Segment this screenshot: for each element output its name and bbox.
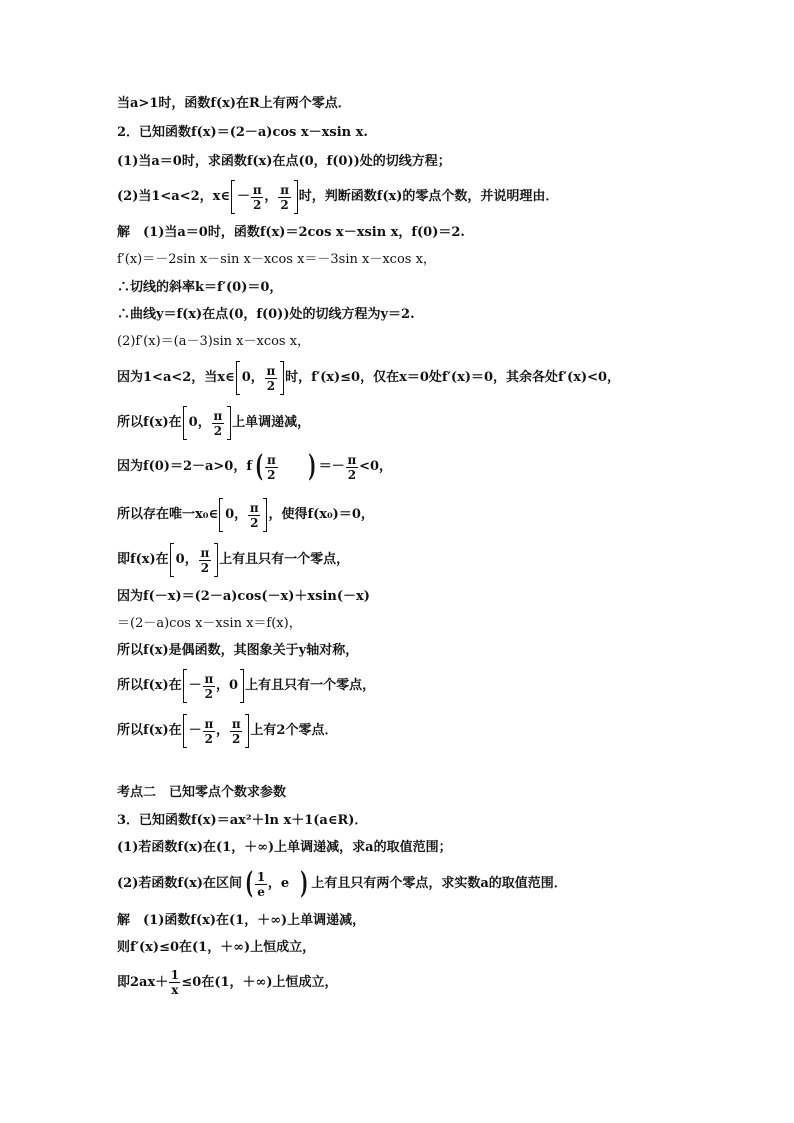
- text-segment: －: [188, 723, 202, 738]
- fraction: $\frac{\pi}{2}$: [204, 716, 214, 746]
- solution-line: 则f′(x)≤0在(1，＋∞)上恒成立，: [117, 940, 316, 955]
- solution-line: f′(x)＝－2sin x－sin x－xcos x＝－3sin x－xcos x，: [117, 252, 436, 267]
- solution-line: [117, 968, 338, 997]
- solution-line: 因为f(－x)＝(2－a)cos(－x)＋xsin(－x): [117, 589, 370, 604]
- text-segment: 上有且只有一个零点，: [219, 552, 350, 567]
- problem-3-statement: 3．已知函数f(x)＝ax²＋ln x＋1(a∈R)．: [117, 813, 368, 828]
- text-segment: ，: [264, 189, 278, 204]
- fraction: $\frac{\pi}{2}$: [266, 452, 276, 482]
- text-segment: 即f(x)在: [117, 552, 169, 567]
- text-segment: 因为f(0)＝2－a>0，f: [117, 459, 252, 474]
- solution-line: 因为f(0)＝2－a>0，f ( $\frac{\pi}{2}$ ) ＝－ $\frac{\pi}{2}$ <0，: [117, 449, 393, 484]
- interval-bracket: [236, 361, 284, 395]
- text-segment: 所以f(x)在: [117, 415, 182, 430]
- problem-2-part-1: (1)当a＝0时，求函数f(x)在点(0，f(0))处的切线方程；: [117, 154, 451, 169]
- text-segment: (2)若函数f(x)在区间: [117, 876, 242, 891]
- text-segment: 0，: [188, 415, 211, 430]
- solution-line: 解 (1)当a＝0时，函数f(x)＝2cos x－xsin x，f(0)＝2.: [117, 225, 465, 240]
- solution-line: [117, 714, 337, 748]
- problem-3-part-1: (1)若函数f(x)在(1，＋∞)上单调递减，求a的取值范围；: [117, 840, 452, 855]
- text-segment: －: [237, 189, 251, 204]
- problem-2-statement: 2．已知函数f(x)＝(2－a)cos x－xsin x.: [117, 125, 368, 140]
- text-segment: 上有且只有两个零点，求实数a的取值范围．: [311, 876, 567, 891]
- text-segment: ，0: [216, 678, 239, 693]
- text-segment: 上有2个零点．: [250, 723, 338, 738]
- fraction: $\frac{\pi}{2}$: [249, 500, 259, 530]
- text-segment: ≤0在(1，＋∞)上恒成立，: [181, 974, 338, 990]
- solution-line: [117, 543, 349, 577]
- solution-line: [117, 406, 310, 440]
- text-segment: 0，: [241, 370, 264, 385]
- text-segment: ，: [216, 723, 230, 738]
- interval-bracket: [231, 180, 298, 214]
- solution-line: [117, 361, 620, 395]
- interval-bracket: [183, 406, 231, 440]
- interval-bracket: [219, 498, 267, 532]
- text-segment: 0，: [225, 507, 248, 522]
- solution-line: [117, 498, 374, 532]
- solution-line: ＝(2－a)cos x－xsin x＝f(x)，: [117, 616, 302, 631]
- text-segment: (2)当1<a<2，x∈: [117, 189, 231, 204]
- text-segment: 上有且只有一个零点，: [245, 678, 376, 693]
- fraction: $\frac{\pi}{2}$: [280, 182, 289, 212]
- text-line-1: 当a>1时，函数f(x)在R上有两个零点．: [117, 96, 351, 111]
- fraction: $\frac{\pi}{2}$: [200, 545, 210, 575]
- fraction: $\frac{\pi}{2}$: [347, 452, 357, 482]
- interval-bracket: [170, 543, 218, 577]
- interval-bracket: [183, 714, 250, 748]
- problem-2-part-2: [117, 180, 558, 214]
- text-segment: ，使得f(x₀)＝0，: [268, 507, 374, 522]
- fraction: $\frac{1}{e}$: [256, 869, 266, 899]
- solution-line: (2)f′(x)＝(a－3)sin x－xcos x，: [117, 334, 311, 349]
- text-segment: 时，f′(x)≤0，仅在x＝0处f′(x)＝0，其余各处f′(x)<0，: [285, 370, 621, 385]
- section-heading: 考点二 已知零点个数求参数: [117, 785, 287, 800]
- text-segment: 0，: [175, 552, 198, 567]
- text-segment: 时，判断函数f(x)的零点个数，并说明理由．: [298, 189, 559, 204]
- text-segment: 因为1<a<2，当x∈: [117, 370, 235, 385]
- text-segment: －: [188, 678, 202, 693]
- text-segment: 所以f(x)在: [117, 723, 182, 738]
- solution-line: [117, 669, 375, 703]
- fraction: $\frac{\pi}{2}$: [213, 408, 223, 438]
- solution-line: 所以f(x)是偶函数，其图象关于y轴对称，: [117, 643, 359, 658]
- interval-bracket: [183, 669, 244, 703]
- fraction: $\frac{1}{x}$: [170, 968, 179, 997]
- fraction: $\frac{\pi}{2}$: [252, 182, 262, 212]
- solution-line: ∴切线的斜率k＝f′(0)＝0，: [117, 280, 283, 295]
- fraction: $\frac{\pi}{2}$: [231, 716, 241, 746]
- fraction: $\frac{\pi}{2}$: [204, 671, 214, 701]
- text-segment: ＝－: [318, 459, 345, 474]
- text-segment: 上单调递减，: [232, 415, 311, 430]
- solution-line: ∴曲线y＝f(x)在点(0，f(0))处的切线方程为y＝2.: [117, 307, 415, 322]
- fraction: $\frac{\pi}{2}$: [266, 363, 276, 393]
- text-segment: ，e: [267, 876, 290, 891]
- text-segment: 所以存在唯一x₀∈: [117, 507, 219, 522]
- text-segment: 即2ax＋: [117, 974, 169, 990]
- text-segment: <0，: [359, 459, 393, 474]
- text-segment: 所以f(x)在: [117, 678, 182, 693]
- problem-3-part-2: (2)若函数f(x)在区间 ( $\frac{1}{e}$ ，e ) 上有且只有两个零点，求实数a的取值范围．: [117, 866, 567, 901]
- solution-line: 解 (1)函数f(x)在(1，＋∞)上单调递减，: [117, 913, 366, 928]
